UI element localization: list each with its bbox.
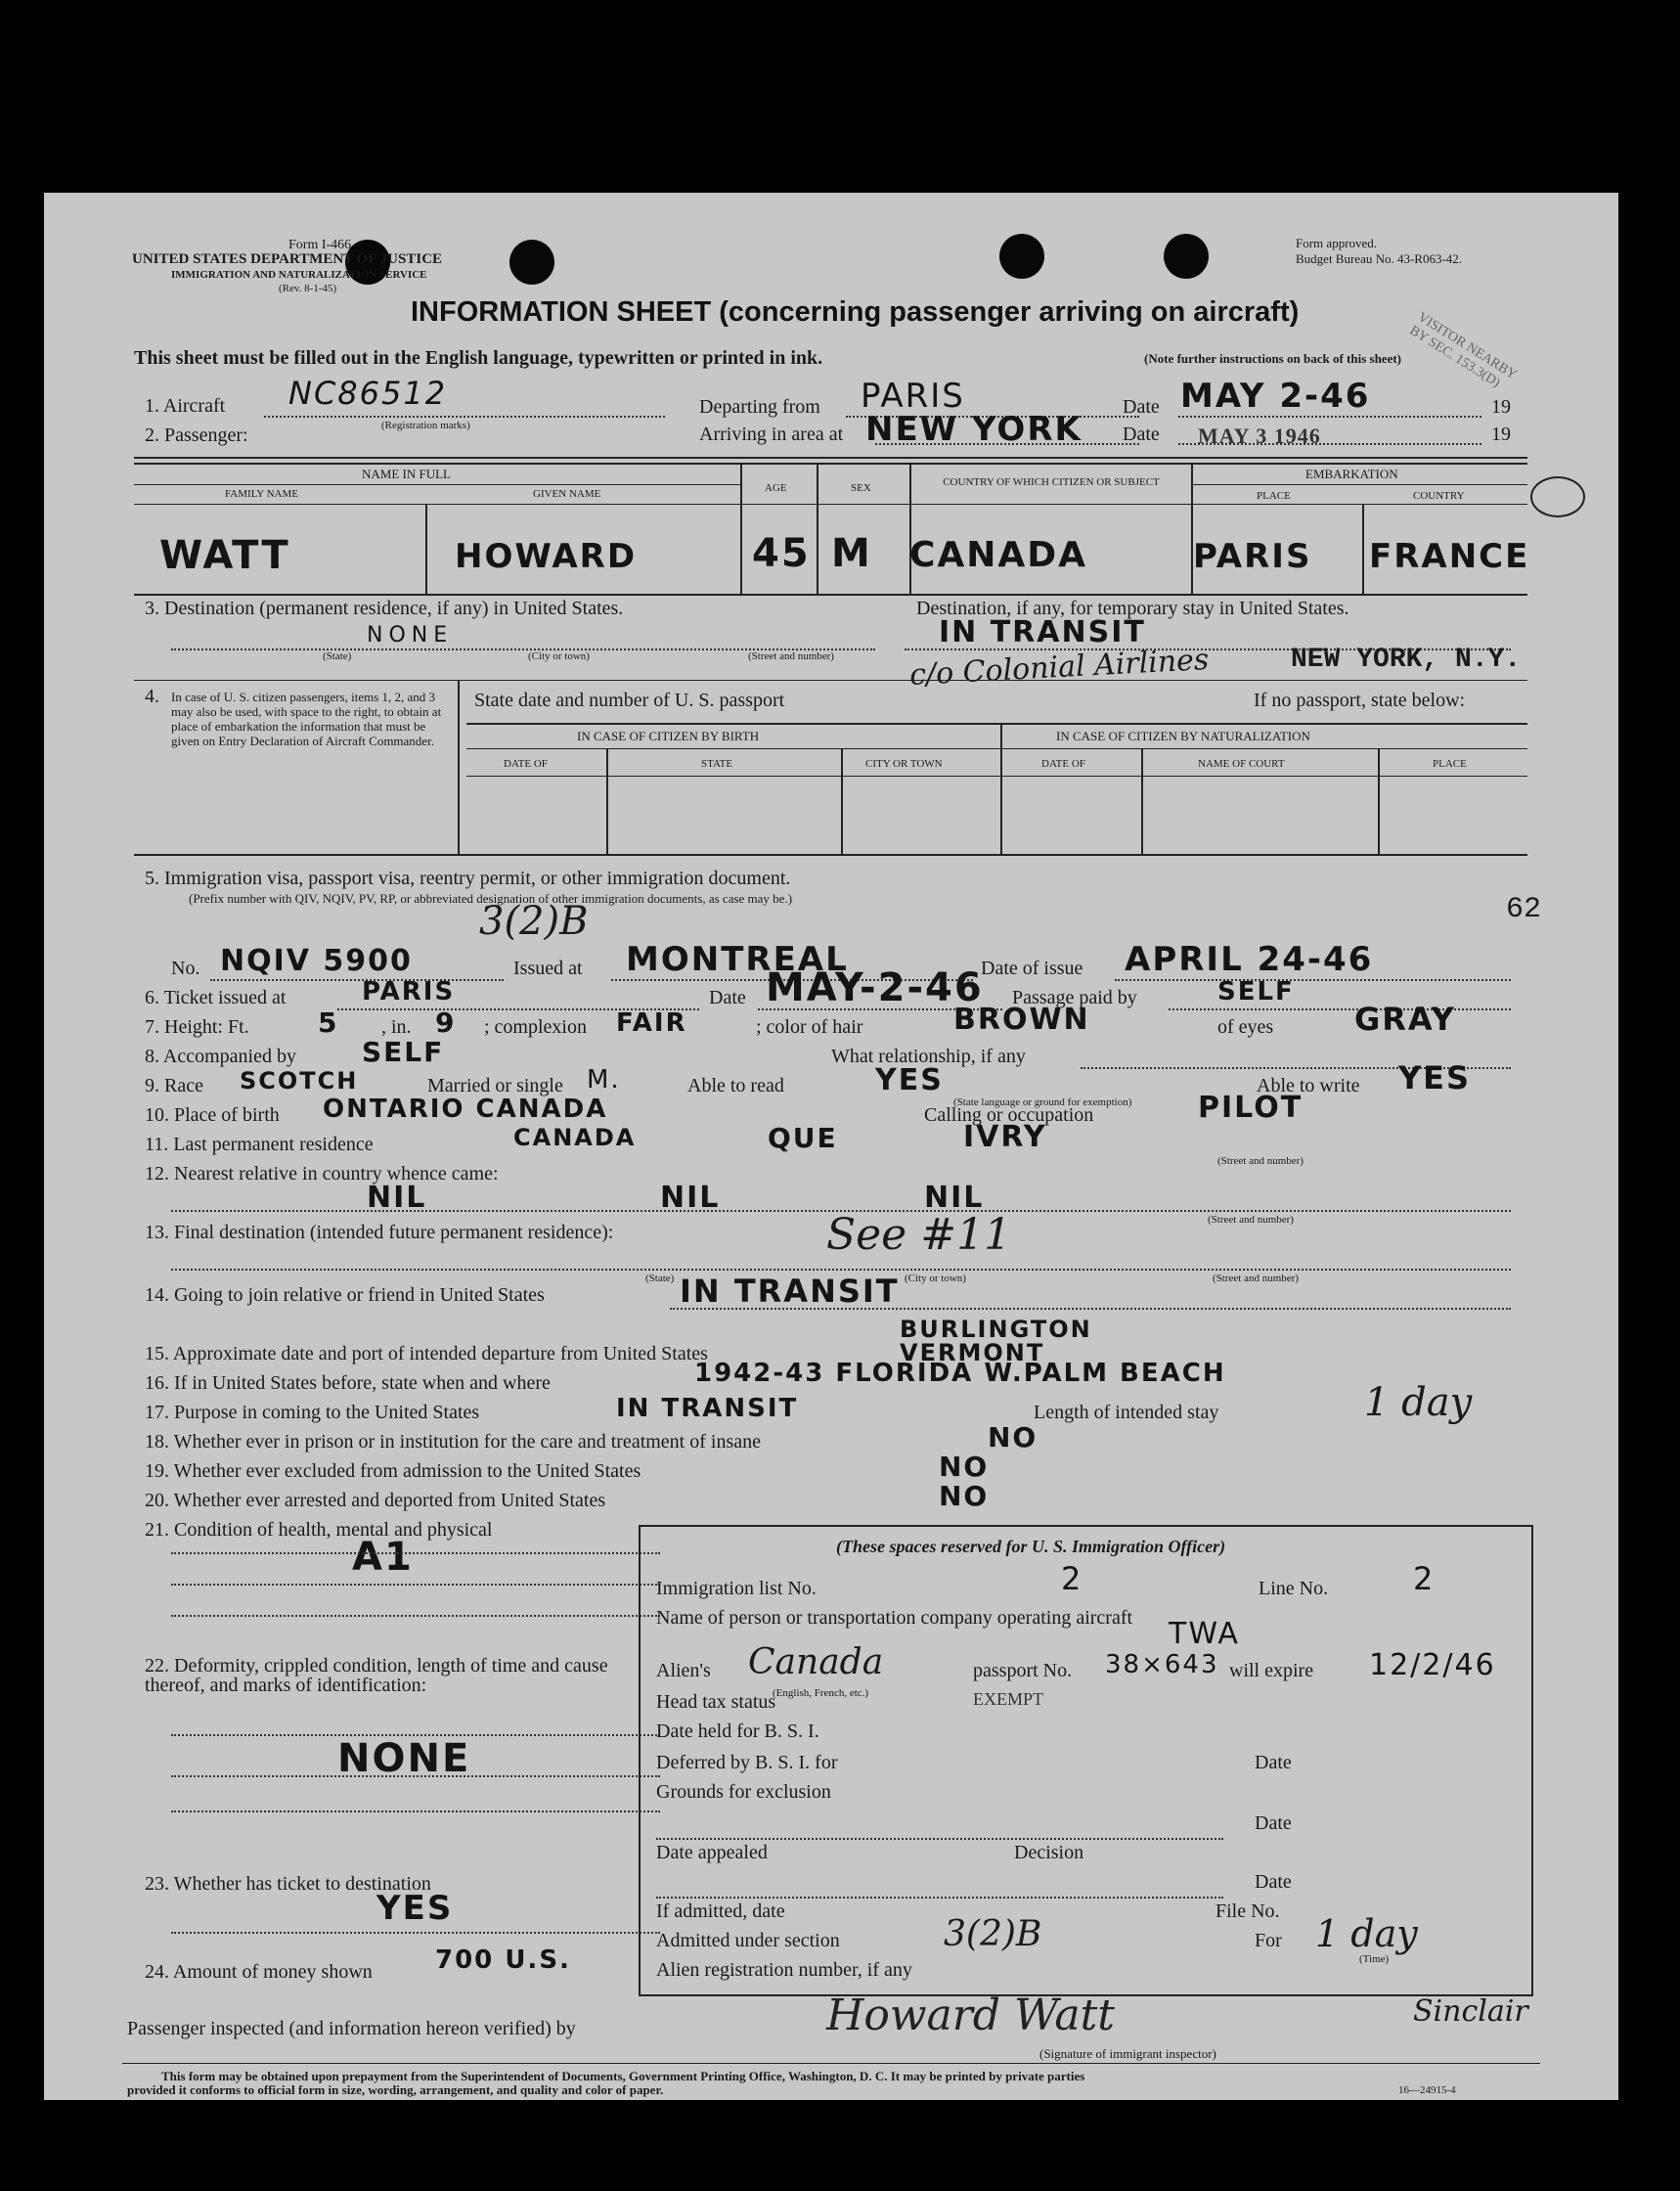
street-note: (Street and number) xyxy=(748,650,834,662)
col-city: CITY OR TOWN xyxy=(865,758,943,770)
budget-bureau-number: Budget Bureau No. 43-R063-42. xyxy=(1296,251,1463,266)
money-label: 24. Amount of money shown xyxy=(145,1961,373,1983)
accompanied-by: SELF xyxy=(362,1036,445,1068)
divider xyxy=(1141,748,1143,854)
street-note: (Street and number) xyxy=(1213,1273,1299,1284)
divider xyxy=(210,979,504,981)
document-no-label: No. xyxy=(171,958,200,979)
stay-length: 1 day xyxy=(1364,1380,1473,1425)
back-note: (Note further instructions on back of this sheet) xyxy=(1144,351,1401,366)
health: A1 xyxy=(352,1535,414,1580)
passport-number: 38×643 xyxy=(1105,1650,1219,1679)
ticket-to-destination-label: 23. Whether has ticket to destination xyxy=(145,1873,431,1895)
divider xyxy=(656,1897,1223,1899)
divider xyxy=(171,1552,660,1554)
inspector-signature: Sinclair xyxy=(1413,1994,1528,2029)
naturalization-header: IN CASE OF CITIZEN BY NATURALIZATION xyxy=(1056,729,1310,743)
departure-date: MAY 2-46 xyxy=(1180,377,1371,416)
last-residence-state: QUE xyxy=(768,1122,838,1154)
departure-port: BURLINGTON VERMONT xyxy=(900,1316,1092,1366)
divider xyxy=(466,723,1527,725)
passport-number-label: passport No. xyxy=(973,1660,1073,1681)
race-label: 9. Race xyxy=(145,1075,203,1096)
hair-color-label: ; color of hair xyxy=(756,1016,863,1038)
able-to-read: YES xyxy=(875,1063,944,1097)
divider xyxy=(1178,416,1481,418)
divider xyxy=(458,680,460,854)
complexion: FAIR xyxy=(616,1008,687,1038)
health-label: 21. Condition of health, mental and physical xyxy=(145,1519,493,1541)
prison-label: 18. Whether ever in prison or in institution for the care and treatment of insane xyxy=(145,1431,761,1453)
name-in-full-header: NAME IN FULL xyxy=(362,467,451,481)
citizenship-value: CANADA xyxy=(909,535,1088,575)
final-destination: See #11 xyxy=(826,1210,1012,1260)
item4-number: 4. xyxy=(145,686,159,707)
ticket-date: MAY-2-46 xyxy=(766,965,984,1010)
money-shown: 700 U.S. xyxy=(435,1945,571,1975)
passenger-signature: Howard Watt xyxy=(826,1990,1115,2040)
final-destination-label: 13. Final destination (intended future permanent residence): xyxy=(145,1222,614,1243)
company-label: Name of person or transportation company operating aircraft xyxy=(656,1607,1133,1629)
divider xyxy=(122,2063,1540,2064)
divider xyxy=(466,776,1527,777)
issued-at-label: Issued at xyxy=(513,958,583,979)
admitted-section: 3(2)B xyxy=(944,1914,1042,1954)
married-label: Married or single xyxy=(427,1075,563,1096)
divider xyxy=(841,748,843,854)
eye-color-label: of eyes xyxy=(1217,1016,1274,1038)
age-value: 45 xyxy=(752,531,811,576)
temp-destination-label: Destination, if any, for temporary stay in United States. xyxy=(916,598,1349,619)
last-residence-country: CANADA xyxy=(513,1124,637,1151)
ticket-issued-at: PARIS xyxy=(362,977,456,1006)
passport-expiry: 12/2/46 xyxy=(1369,1648,1496,1682)
ticket-date-label: Date xyxy=(709,987,746,1008)
departing-from: PARIS xyxy=(861,377,965,416)
last-residence-city: IVRY xyxy=(963,1120,1047,1154)
divider xyxy=(606,748,608,854)
decision-date-label: Date xyxy=(1255,1871,1292,1893)
passport-label: State date and number of U. S. passport xyxy=(474,690,785,711)
relative-country: NIL xyxy=(660,1181,721,1215)
col-place: PLACE xyxy=(1433,758,1467,770)
immigration-list-label: Immigration list No. xyxy=(656,1578,817,1599)
exempt-stamp: EXEMPT xyxy=(973,1689,1043,1709)
appealed-label: Date appealed xyxy=(656,1842,768,1863)
divider xyxy=(171,1811,660,1812)
admitted-for-label: For xyxy=(1255,1930,1282,1951)
divider xyxy=(817,463,818,594)
department-name: UNITED STATES DEPARTMENT OF JUSTICE xyxy=(132,251,443,267)
head-tax-label: Head tax status xyxy=(656,1691,776,1713)
print-code: 16—24915-4 xyxy=(1398,2084,1456,2096)
purpose-label: 17. Purpose in coming to the United States xyxy=(145,1402,480,1423)
arriving-label: Arriving in area at xyxy=(699,424,844,445)
embarkation-country-header: COUNTRY xyxy=(1413,490,1465,502)
item4-note: In case of U. S. citizen passengers, items 1, 2, and 3 may also be used, with space to the right, to obtain at place of embarkation the information that must be given on Entry Declaration of Aircraft Commander. xyxy=(171,690,442,748)
stay-length-label: Length of intended stay xyxy=(1034,1402,1219,1423)
sex-value: M xyxy=(831,531,872,576)
form-title: INFORMATION SHEET (concerning passenger arriving on aircraft) xyxy=(411,296,1300,328)
occupation: PILOT xyxy=(1198,1091,1304,1125)
family-name: WATT xyxy=(159,533,290,578)
admitted-date-label: If admitted, date xyxy=(656,1900,785,1922)
form-approval: Form approved. xyxy=(1296,236,1378,250)
divider xyxy=(425,504,427,594)
divider xyxy=(740,463,742,594)
print-note-2: provided it conforms to official form in size, wording, arrangement, and quality and color of paper. xyxy=(127,2082,664,2097)
occupation-label: Calling or occupation xyxy=(924,1104,1094,1126)
divider xyxy=(1362,504,1364,594)
punch-hole xyxy=(999,234,1044,279)
read-note: (State language or ground for exemption) xyxy=(953,1096,1132,1108)
document-sublabel: (Prefix number with QIV, NQIV, PV, RP, or abbreviated designation of other immigration documents, as case may be.) xyxy=(189,891,793,906)
deferred-date-label: Date xyxy=(1255,1752,1292,1773)
divider xyxy=(1378,748,1380,854)
alien-registration-label: Alien registration number, if any xyxy=(656,1959,912,1981)
col-court: NAME OF COURT xyxy=(1198,758,1285,770)
divider xyxy=(1000,723,1002,854)
admitted-section-label: Admitted under section xyxy=(656,1930,840,1951)
issued-at: MONTREAL xyxy=(626,940,849,979)
form-instruction: This sheet must be filled out in the English language, typewritten or printed in ink. xyxy=(134,347,823,369)
alien-nationality: Canada xyxy=(748,1642,884,1682)
grounds-label: Grounds for exclusion xyxy=(656,1781,831,1803)
divider xyxy=(134,484,740,485)
birthplace: ONTARIO CANADA xyxy=(323,1095,608,1124)
eye-color: GRAY xyxy=(1354,1001,1456,1038)
hair-color: BROWN xyxy=(953,1003,1090,1037)
citizenship-header: COUNTRY OF WHICH CITIZEN OR SUBJECT xyxy=(943,476,1160,488)
temp-destination-city: NEW YORK, N.Y. xyxy=(1291,645,1522,675)
relationship-label: What relationship, if any xyxy=(831,1046,1026,1067)
immigration-list-number: 2 xyxy=(1061,1560,1083,1597)
divider xyxy=(134,594,1527,596)
purpose: IN TRANSIT xyxy=(616,1394,799,1423)
date-of-issue-label: Date of issue xyxy=(981,958,1083,979)
ticket-issued-label: 6. Ticket issued at xyxy=(145,987,287,1008)
deported: NO xyxy=(939,1480,990,1512)
temp-care-of: c/o Colonial Airlines xyxy=(908,643,1211,693)
divider xyxy=(134,463,1527,465)
passenger-label: 2. Passenger: xyxy=(145,425,248,446)
punch-hole xyxy=(1164,234,1209,279)
company-name: TWA xyxy=(1169,1617,1240,1651)
complexion-label: ; complexion xyxy=(484,1016,587,1038)
grounds-date-label: Date xyxy=(1255,1812,1292,1834)
decision-label: Decision xyxy=(1014,1842,1084,1863)
ticket-to-destination: YES xyxy=(376,1889,454,1928)
alien-label: Alien's xyxy=(656,1660,711,1681)
document-label: 5. Immigration visa, passport visa, reentry permit, or other immigration document. xyxy=(145,868,791,889)
circle-mark xyxy=(1530,476,1585,517)
section-annotation: 3(2)B xyxy=(479,899,589,944)
date-label: Date xyxy=(1123,424,1160,445)
previous-visit: 1942-43 FLORIDA W.PALM BEACH xyxy=(694,1359,1226,1388)
divider xyxy=(134,504,1527,505)
relative-city: NIL xyxy=(924,1181,985,1215)
col-state: STATE xyxy=(701,758,733,770)
form-page xyxy=(44,193,1618,2100)
divider xyxy=(134,457,1527,459)
divider xyxy=(264,416,665,418)
city-note: (City or town) xyxy=(905,1273,966,1284)
height-inches-label: , in. xyxy=(381,1016,412,1038)
country-note: (Street and number) xyxy=(1217,1155,1304,1167)
family-name-header: FAMILY NAME xyxy=(225,488,298,500)
year-prefix: 19 xyxy=(1491,424,1511,445)
arrival-date-stamp: MAY 3 1946 xyxy=(1198,424,1321,448)
alien-nationality-note: (English, French, etc.) xyxy=(773,1687,869,1699)
height-feet: 5 xyxy=(318,1006,339,1039)
year-prefix: 19 xyxy=(1491,396,1511,418)
given-name-header: GIVEN NAME xyxy=(533,488,601,500)
permanent-destination: NONE xyxy=(367,623,454,648)
aircraft-label: 1. Aircraft xyxy=(145,395,226,417)
form-number: Form I-466 xyxy=(288,238,352,252)
visitor-stamp: VISITOR NEARBY BY SEC. 153.3(D) xyxy=(1406,310,1519,391)
col-date-of: DATE OF xyxy=(504,758,548,770)
birthplace-label: 10. Place of birth xyxy=(145,1104,280,1126)
registration-note: (Registration marks) xyxy=(381,420,470,431)
divider xyxy=(1191,484,1527,485)
inspected-by-label: Passenger inspected (and information hereon verified) by xyxy=(127,2018,576,2039)
divider xyxy=(466,748,1527,749)
deformity: NONE xyxy=(337,1736,471,1781)
race: SCOTCH xyxy=(240,1067,359,1095)
line-number-label: Line No. xyxy=(1259,1578,1329,1599)
divider xyxy=(171,1932,660,1934)
service-name: IMMIGRATION AND NATURALIZATION SERVICE xyxy=(171,269,427,281)
temp-destination: IN TRANSIT xyxy=(939,615,1146,649)
prison: NO xyxy=(988,1421,1039,1453)
accompanied-label: 8. Accompanied by xyxy=(145,1046,296,1067)
admitted-for: 1 day xyxy=(1315,1912,1418,1955)
married: M. xyxy=(587,1065,621,1095)
age-header: AGE xyxy=(765,482,787,494)
col-nat-date-of: DATE OF xyxy=(1041,758,1085,770)
no-passport-label: If no passport, state below: xyxy=(1254,690,1466,711)
divider xyxy=(171,1734,660,1736)
bsi-date-label: Date held for B. S. I. xyxy=(656,1721,819,1742)
deformity-label: 22. Deformity, crippled condition, length of time and cause thereof, and marks of identification: xyxy=(145,1655,608,1696)
divider xyxy=(1169,1008,1511,1010)
street-note: (Street and number) xyxy=(1208,1214,1294,1226)
height-inches: 9 xyxy=(435,1006,457,1039)
state-note: (State) xyxy=(323,650,352,662)
sex-header: SEX xyxy=(851,482,871,494)
excluded: NO xyxy=(939,1451,990,1483)
city-note: (City or town) xyxy=(528,650,590,662)
divider xyxy=(656,1838,1223,1840)
divider xyxy=(1115,979,1511,981)
given-name: HOWARD xyxy=(455,537,638,576)
divider xyxy=(171,1584,660,1586)
date-label: Date xyxy=(1123,396,1160,418)
departing-label: Departing from xyxy=(699,396,820,418)
previous-visit-label: 16. If in United States before, state when and where xyxy=(145,1372,551,1394)
document-number: NQIV 5900 xyxy=(220,944,413,978)
officer-box-header: (These spaces reserved for U. S. Immigration Officer) xyxy=(836,1537,1226,1556)
deported-label: 20. Whether ever arrested and deported from United States xyxy=(145,1490,606,1511)
destination-label: 3. Destination (permanent residence, if any) in United States. xyxy=(145,598,624,619)
signature-note: (Signature of immigrant inspector) xyxy=(1039,2046,1216,2061)
embarkation-country: FRANCE xyxy=(1369,537,1530,576)
deferred-label: Deferred by B. S. I. for xyxy=(656,1752,838,1773)
line-number: 2 xyxy=(1413,1560,1436,1597)
arriving-at: NEW YORK xyxy=(865,410,1083,449)
passport-expiry-label: will expire xyxy=(1229,1660,1314,1681)
nearest-relative-label: 12. Nearest relative in country whence came: xyxy=(145,1163,499,1185)
file-number-label: File No. xyxy=(1216,1900,1280,1922)
join-relative-label: 14. Going to join relative or friend in United States xyxy=(145,1284,545,1306)
able-to-write-label: Able to write xyxy=(1257,1075,1360,1096)
embarkation-header: EMBARKATION xyxy=(1305,467,1398,481)
departure-port-label: 15. Approximate date and port of intended departure from United States xyxy=(145,1343,708,1364)
country-note: (State) xyxy=(645,1273,675,1284)
divider xyxy=(670,1308,1511,1310)
able-to-read-label: Able to read xyxy=(687,1075,784,1096)
embarkation-place: PARIS xyxy=(1193,537,1312,576)
passage-paid-by: SELF xyxy=(1217,977,1295,1006)
join-relative: IN TRANSIT xyxy=(680,1273,900,1310)
form-revision: (Rev. 8-1-45) xyxy=(279,283,337,294)
last-residence-label: 11. Last permanent residence xyxy=(145,1134,374,1155)
margin-number: 62 xyxy=(1506,893,1542,926)
excluded-label: 19. Whether ever excluded from admission to the United States xyxy=(145,1460,641,1482)
embarkation-place-header: PLACE xyxy=(1257,490,1291,502)
aircraft-registration: NC86512 xyxy=(288,375,448,412)
print-note-1: This form may be obtained upon prepayment from the Superintendent of Documents, Government Printing Office, Washington, D. C. It may be printed by private parties xyxy=(161,2069,1085,2083)
punch-hole xyxy=(509,240,554,285)
divider xyxy=(134,680,1527,681)
divider xyxy=(1178,443,1481,445)
passage-paid-label: Passage paid by xyxy=(1012,987,1137,1008)
date-of-issue: APRIL 24-46 xyxy=(1125,940,1374,979)
divider xyxy=(171,1775,660,1777)
able-to-write: YES xyxy=(1398,1059,1472,1096)
divider xyxy=(134,854,1527,856)
height-label: 7. Height: Ft. xyxy=(145,1016,249,1038)
birth-header: IN CASE OF CITIZEN BY BIRTH xyxy=(577,729,760,743)
divider xyxy=(171,1615,660,1617)
divider xyxy=(171,1269,1511,1271)
time-note: (Time) xyxy=(1359,1953,1390,1965)
relative-name: NIL xyxy=(367,1181,427,1215)
